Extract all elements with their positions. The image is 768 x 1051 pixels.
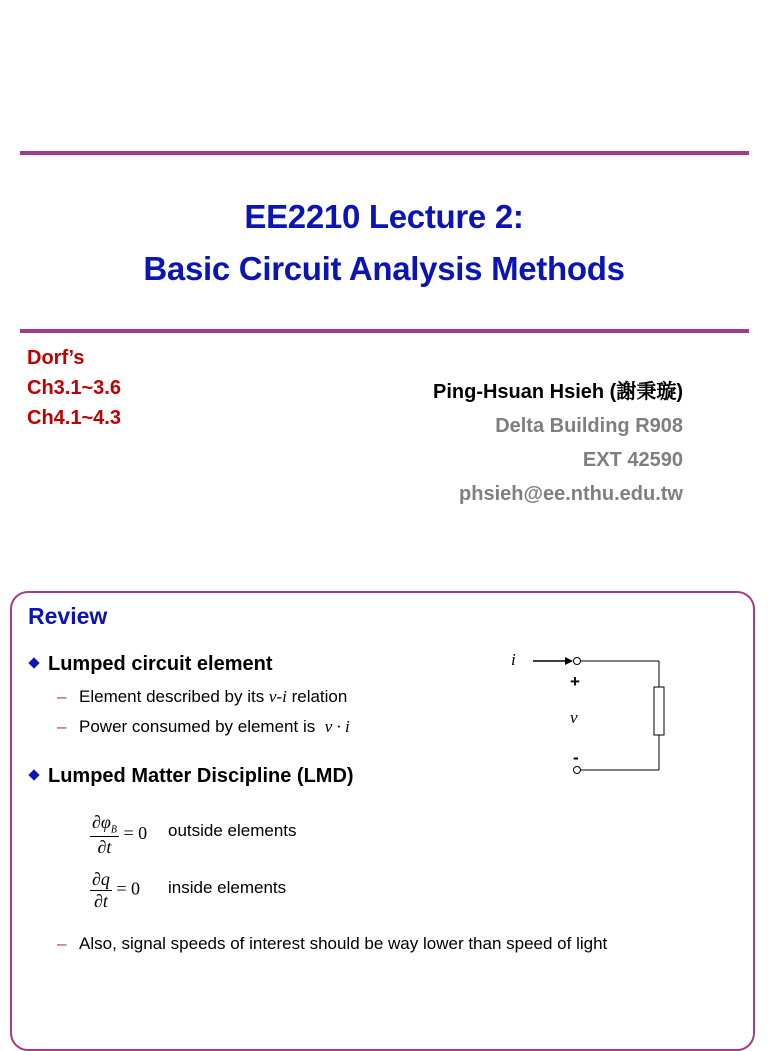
textbook-reference — [27, 343, 121, 433]
bullet-lumped-element — [30, 653, 273, 676]
equation-charge-rhs: = 0 — [116, 878, 141, 899]
equation-flux-text: outside elements — [168, 821, 297, 840]
voltage-label: v — [570, 708, 578, 727]
bullet-lumped-element-text: Lumped circuit element — [48, 653, 273, 675]
circuit-diagram — [525, 645, 675, 780]
middle-rule — [20, 329, 749, 333]
author-ext: EXT 42590 — [582, 449, 683, 471]
sub-item-power-prefix: Power consumed by element is — [79, 717, 320, 736]
reference-line-2: Ch3.1~3.6 — [27, 377, 121, 399]
author-office: Delta Building R908 — [495, 415, 683, 437]
dash-icon: – — [57, 687, 67, 706]
equation-flux-rhs: = 0 — [123, 822, 148, 843]
author-name: Ping-Hsuan Hsieh (謝秉璇) — [432, 381, 683, 403]
bullet-lmd — [30, 765, 354, 788]
equation-flux-fraction — [90, 812, 119, 858]
dash-icon: – — [57, 717, 67, 736]
sub-item-vi-relation — [57, 687, 347, 707]
minus-label: - — [573, 748, 579, 767]
author-info — [433, 375, 683, 511]
current-arrow-icon — [565, 657, 573, 665]
equation-flux-subscript: B — [110, 824, 117, 836]
sub-item-signal-speed-text: Also, signal speeds of interest should be way lower than speed of light — [79, 934, 608, 953]
top-rule — [20, 151, 749, 155]
equation-flux-numerator: ∂φ — [92, 812, 111, 832]
diamond-bullet-icon — [28, 657, 39, 668]
equation-flux-denominator: ∂t — [97, 836, 112, 857]
reference-line-3: Ch4.1~4.3 — [27, 407, 121, 429]
sub-item-signal-speed — [57, 934, 607, 954]
sub-item-power — [57, 717, 350, 737]
sub-item-power-math: v · i — [324, 717, 350, 736]
sub-item-vi-prefix: Element described by its — [79, 687, 269, 706]
title-line-2: Basic Circuit Analysis Methods — [143, 250, 625, 287]
sub-item-vi-math: v-i — [268, 687, 287, 706]
equation-flux — [90, 812, 147, 858]
top-terminal — [574, 658, 581, 665]
review-title: Review — [28, 603, 108, 629]
reference-line-1: Dorf’s — [27, 347, 85, 369]
resistor-element — [654, 687, 664, 735]
author-email: phsieh@ee.nthu.edu.tw — [459, 483, 683, 505]
current-label: i — [511, 650, 516, 669]
equation-charge-text: inside elements — [168, 878, 287, 897]
diamond-bullet-icon — [28, 769, 39, 780]
equation-charge-fraction — [90, 869, 112, 912]
sub-item-vi-suffix: relation — [286, 687, 348, 706]
equation-charge-numerator: ∂q — [92, 869, 110, 889]
equation-charge-denominator: ∂t — [94, 891, 108, 911]
bullet-lmd-text: Lumped Matter Discipline (LMD) — [48, 765, 354, 787]
title-line-1: EE2210 Lecture 2: — [244, 198, 524, 235]
equation-charge — [90, 869, 140, 912]
plus-label: + — [570, 672, 580, 691]
dash-icon: – — [57, 934, 67, 953]
